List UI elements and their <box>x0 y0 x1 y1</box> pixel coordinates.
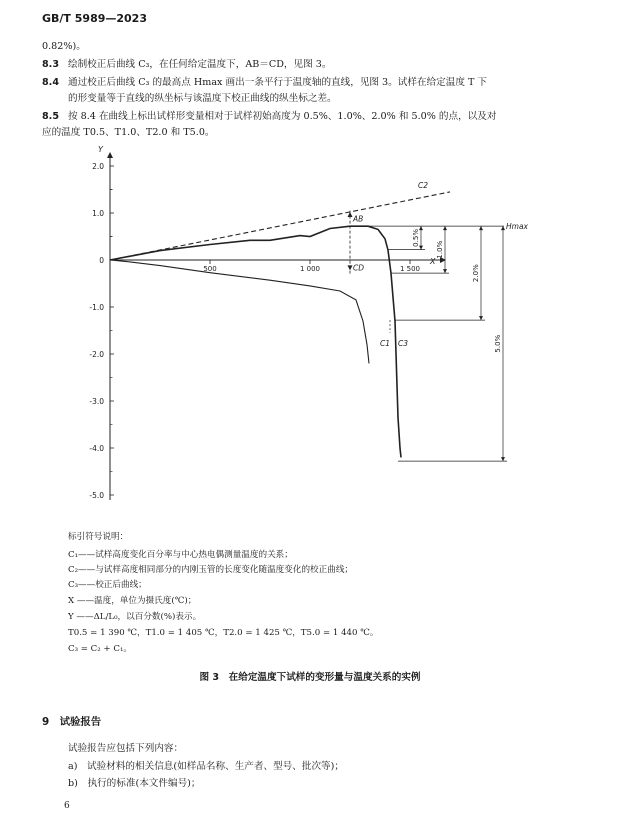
y-tick-label: -1.0 <box>89 303 104 312</box>
clause-number: 8.4 <box>42 77 59 88</box>
document-header: GB/T 5989—2023 <box>42 12 147 25</box>
deformation-label: 1.0% <box>436 240 444 259</box>
legend-item: C₃——校正后曲线； <box>68 580 147 590</box>
deformation-label: 0.5% <box>412 229 420 247</box>
legend-item: C₃ = C₂ + C₁。 <box>68 644 132 654</box>
chart-guides <box>348 211 508 462</box>
clause-number: 8.5 <box>42 111 59 122</box>
series-c1 <box>110 260 369 363</box>
x-tick-label: 500 <box>203 265 217 273</box>
y-axis-label: Y <box>98 145 103 154</box>
figure-caption: 图 3 在给定温度下试样的变形量与温度关系的实例 <box>199 672 421 683</box>
dimension-arrow-top <box>443 226 447 230</box>
clause-text: 通过校正后曲线 C₃ 的最高点 Hmax 画出一条平行于温度轴的直线，见图 3。试样在给定温度 T 下 <box>68 77 488 88</box>
y-tick-label: 0 <box>99 256 104 265</box>
legend-title: 标引符号说明： <box>68 532 129 542</box>
legend-item: C₂——与试样高度相同部分的内刚玉管的长度变化随温度变化的校正曲线； <box>68 565 354 575</box>
clause-text: 绘制校正后曲线 C₃，在任何给定温度下，AB＝CD，见图 3。 <box>68 59 332 70</box>
dimension-arrow-bottom <box>479 316 483 320</box>
x-tick-label: 1 500 <box>399 265 421 273</box>
report-item-b: b) 执行的标准(本文件编号)； <box>68 778 201 789</box>
dimension-arrow-bottom <box>443 269 447 273</box>
legend-item: T0.5 = 1 390 ℃，T1.0 = 1 405 ℃，T2.0 = 1 425 ℃，T5.0 = 1 440 ℃。 <box>68 628 379 638</box>
section-title: 9 试验报告 <box>42 716 102 728</box>
legend-item: X ——温度，单位为摄氏度(℃)； <box>68 596 197 606</box>
curve-label-c2: C2 <box>418 181 429 191</box>
ab-label: AB <box>353 214 364 224</box>
deformation-label: 5.0% <box>494 334 502 353</box>
series-c3 <box>110 226 401 457</box>
y-axis-arrow <box>107 152 113 158</box>
dimension-arrow-top <box>479 226 483 230</box>
dimension-arrow-top <box>501 226 505 230</box>
cd-arrow <box>348 265 353 270</box>
x-tick-label: 1 000 <box>299 265 321 273</box>
clause-8-5-cont: 应的温度 T0.5、T1.0、T2.0 和 T5.0。 <box>42 127 215 138</box>
curve-label-c1: C1 <box>380 339 391 349</box>
y-tick-label: -4.0 <box>89 444 104 453</box>
y-tick-label: -2.0 <box>89 350 104 359</box>
chart-labels <box>89 145 528 500</box>
legend-item: C₁——试样高度变化百分率与中心热电偶测量温度的关系； <box>68 550 293 560</box>
y-tick-label: 2.0 <box>92 162 104 171</box>
report-intro: 试验报告应包括下列内容： <box>68 743 184 754</box>
clause-8-4-cont: 的形变量等于直线的纵坐标与该温度下校正曲线的纵坐标之差。 <box>68 93 337 104</box>
x-axis-label: X <box>430 257 436 266</box>
deformation-label: 2.0% <box>472 264 480 283</box>
curve-label-c3: C3 <box>398 339 409 349</box>
cd-label: CD <box>353 263 365 273</box>
page-number: 6 <box>64 801 70 811</box>
dimension-arrow-bottom <box>501 457 505 461</box>
clause-text: 按 8.4 在曲线上标出试样形变量相对于试样初始高度为 0.5%、1.0%、2.0% 和 5.0% 的点，以及对 <box>68 111 497 122</box>
intro-tail: 0.82%)。 <box>42 41 86 52</box>
chart-series <box>110 192 450 458</box>
report-item-a: a) 试验材料的相关信息(如样品名称、生产者、型号、批次等)； <box>68 761 344 772</box>
y-tick-label: 1.0 <box>92 209 104 218</box>
y-tick-label: -5.0 <box>89 491 104 500</box>
clause-number: 8.3 <box>42 59 59 70</box>
y-tick-label: -3.0 <box>89 397 104 406</box>
legend-item: Y ——ΔL/L₀，以百分数(%)表示。 <box>68 612 202 622</box>
hmax-label: Hmax <box>506 222 528 232</box>
